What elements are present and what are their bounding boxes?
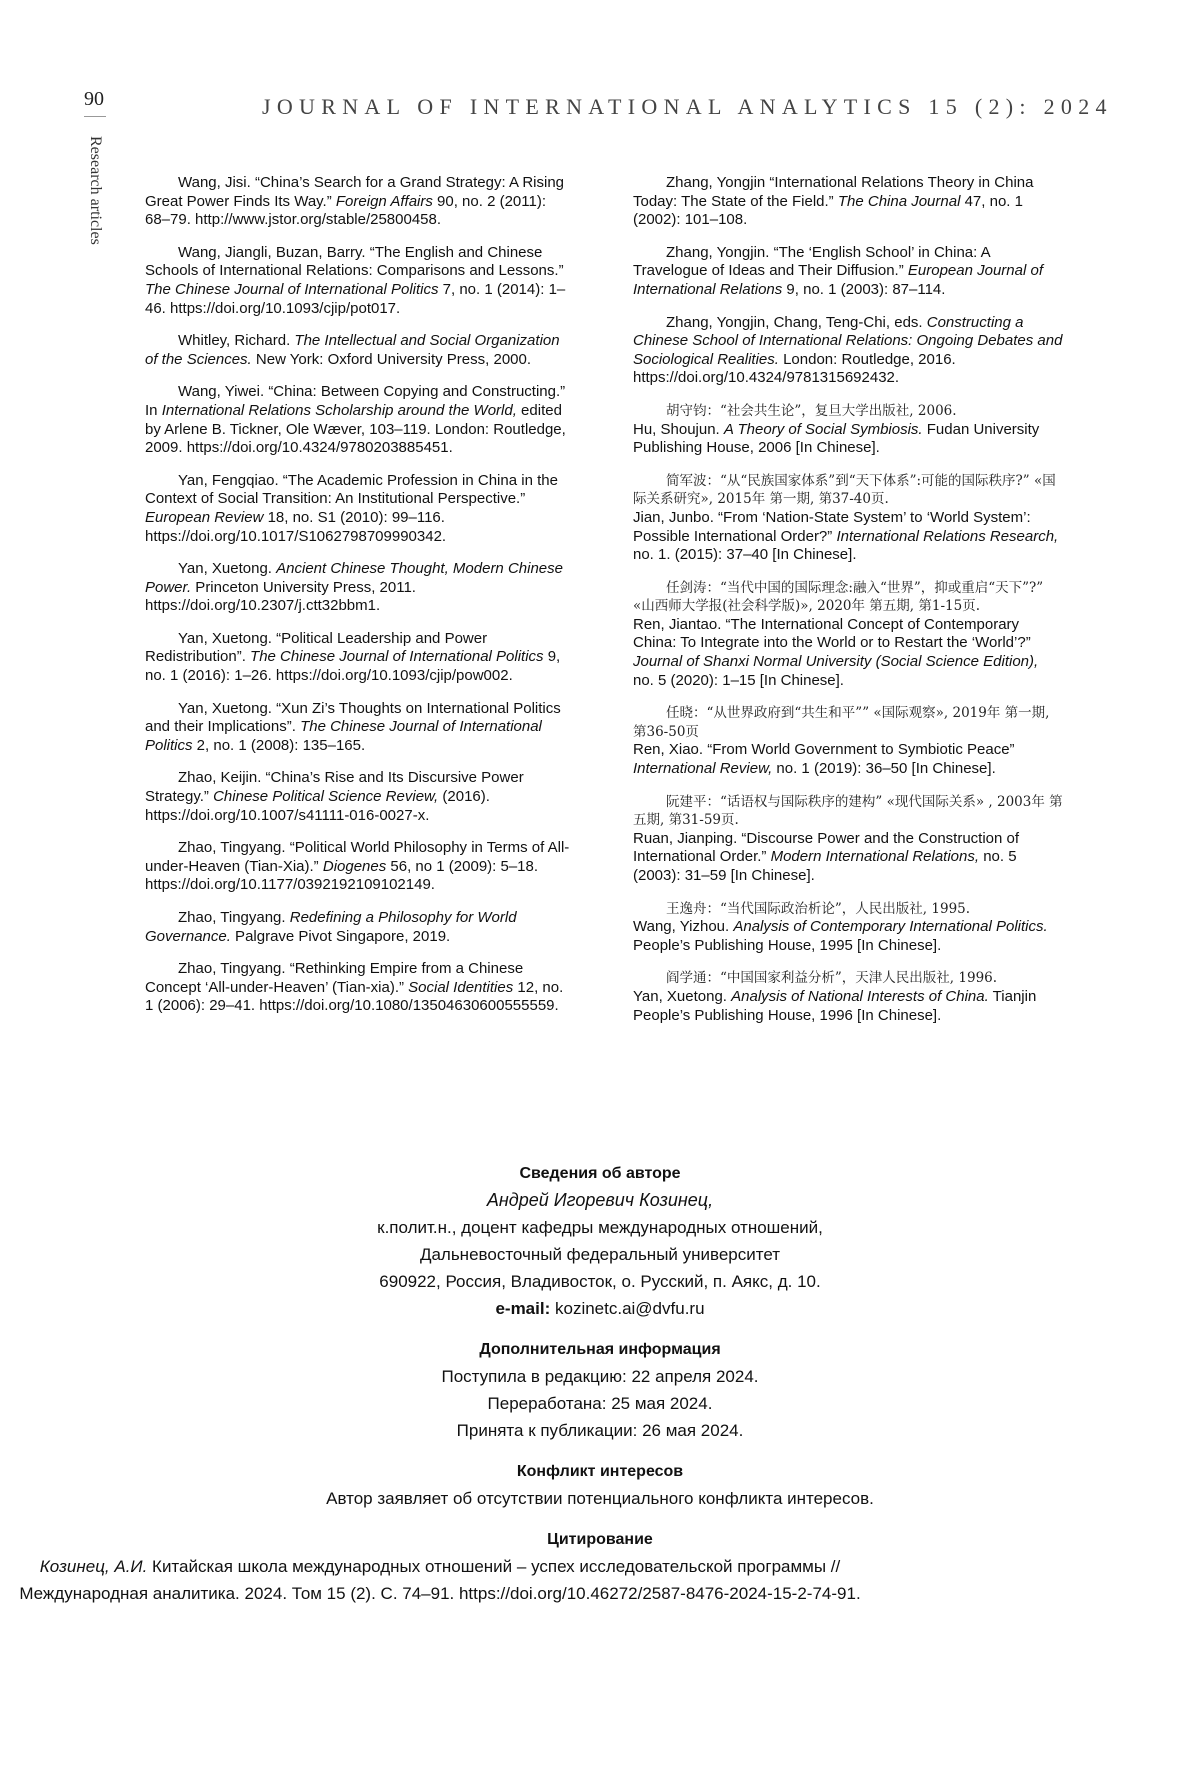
citation-heading: Цитирование [547,1531,653,1548]
reference-chinese-original: 阮建平：“话语权与国际秩序的建构” «现代国际关系» , 2003年 第五期, 第31-59页. [633,793,1063,829]
reference-details: (2016). https://doi.org/10.1007/s41111-016-0027-x. [145,788,490,824]
reference-text [145,174,564,228]
reference-text [633,918,1063,955]
citation-text [0,1553,880,1607]
author-info-heading: Сведения об авторе [519,1165,681,1182]
reference-text [145,960,563,1014]
reference-details: 56, no 1 (2009): 5–18. https://doi.org/10.1177/0392192109102149. [145,857,539,894]
reference-source-title: The Chinese Journal of International Politics [145,280,439,298]
reference-text [145,560,563,614]
reference-entry [145,700,570,756]
reference-text [633,616,1063,690]
reference-entry [145,332,570,369]
reference-source-title: Redefining a Philosophy for World Governance. [145,909,517,945]
reference-details: Palgrave Pivot Singapore, 2019. [230,927,451,945]
reference-source-title: Ancient Chinese Thought, Modern Chinese Power. [145,560,563,596]
reference-source-title: European Journal of International Relations [633,262,1043,298]
reference-source-title: Diogenes [322,857,387,875]
email-label: e-mail: [495,1299,551,1318]
reference-author-title: Zhang, Yongjin. “The ‘English School’ in China: A Travelogue of Ideas and Their Diffusion.” [633,243,990,280]
reference-details: 47, no. 1 (2002): 101–108. [633,192,1023,229]
reference-source-title: Analysis of National Interests of China. [731,987,989,1005]
reference-author-title: Zhao, Tingyang. [178,909,290,926]
reference-text [633,421,1063,458]
author-info-section [0,1160,1200,1322]
reference-chinese-original: 简军波：“从“民族国家体系”到“天下体系”:可能的国际秩序?” «国际关系研究», 2015年 第一期, 第37-40页. [633,472,1056,508]
reference-entry [633,793,1063,886]
author-university: Дальневосточный федеральный университет [419,1245,781,1264]
reference-author-title: Zhao, Tingyang. “Rethinking Empire from a Chinese Concept ‘All-under-Heaven’ (Tian-xia).” [145,960,524,996]
reference-text [633,741,1063,778]
reference-source-title: The Chinese Journal of International Politics [250,648,544,666]
citation-body: Китайская школа международных отношений – успех исследовательской программы // Международная аналитика. 2024. Том 15 (2). С. 74–91. https://doi.org/10.46272/2587-8476-2024-15-2-74-91. [19,1557,861,1603]
reference-source-title: Constructing a Chinese School of International Relations: Ongoing Debates and Sociological Realities. [633,313,1063,368]
reference-author-title: Yan, Fengqiao. “The Academic Profession in China in the Context of Social Transition: An Institutional Perspective.” [145,471,558,508]
references-left-column [145,174,570,1030]
page-number: 90 [84,88,104,110]
conflict-heading: Конфликт интересов [516,1463,684,1480]
reference-text [145,839,569,893]
reference-entry [633,900,1063,956]
reference-entry [633,704,1063,778]
reference-author-title: Jian, Junbo. “From ‘Nation-State System’ to ‘World System’: Possible International Order?” [633,508,1031,545]
reference-source-title: The China Journal [837,192,961,210]
section-side-label: Research articles [87,136,104,245]
reference-entry [145,244,570,318]
reference-entry [145,472,570,546]
reference-details: Tianjin People’s Publishing House, 1996 [In Chinese]. [633,987,1037,1024]
reference-source-title: The Intellectual and Social Organization of the Sciences. [145,332,560,368]
reference-entry [633,402,1063,458]
reference-author-title: Zhao, Tingyang. “Political World Philosophy in Terms of All-under-Heaven (Tian-Xia).” [145,839,570,875]
reference-author-title: Zhang, Yongjin “International Relations Theory in China Today: The State of the Field.” [633,174,1034,210]
reference-text [145,700,561,754]
reference-source-title: Chinese Political Science Review, [213,788,439,806]
additional-info-section [0,1336,1200,1444]
reference-entry [145,839,570,895]
reference-source-title: A Theory of Social Symbiosis. [723,420,923,438]
reference-author-title: Ren, Xiao. “From World Government to Symbiotic Peace” [633,741,1015,759]
reference-details: no. 5 (2003): 31–59 [In Chinese]. [633,848,1017,884]
reference-text [145,383,566,456]
reference-author-title: Ren, Jiantao. “The International Concept of Contemporary China: To Integrate into the World or to Restart the ‘World’?” [633,615,1031,652]
reference-author-title: Whitley, Richard. [178,332,295,350]
reference-author-title: Ruan, Jianping. “Discourse Power and the Construction of International Order.” [633,829,1020,866]
reference-author-title: Yan, Xuetong. “Xun Zi’s Thoughts on International Politics and their Implications”. [145,699,561,736]
reference-details: 2, no. 1 (2008): 135–165. [192,736,366,754]
reference-author-title: Wang, Yizhou. [633,918,734,936]
reference-details: 9, no. 1 (2003): 87–114. [782,280,946,298]
reference-entry [633,314,1063,388]
reference-author-title: Zhang, Yongjin, Chang, Teng-Chi, eds. [666,313,927,331]
reference-entry [633,244,1063,300]
reference-source-title: The Chinese Journal of International Politics [145,718,542,754]
reference-entry [145,630,570,686]
reference-author-title: Wang, Jisi. “China’s Search for a Grand Strategy: A Rising Great Power Finds Its Way.” [145,174,565,210]
reference-text [633,314,1062,387]
reference-author-title: Wang, Jiangli, Buzan, Barry. “The English and Chinese Schools of International Relations: Comparisons and Lessons.” [145,243,564,280]
citation-section [0,1526,1200,1607]
reference-details: no. 5 (2020): 1–15 [In Chinese]. [633,671,844,689]
reference-text [633,830,1063,886]
reference-entry [633,969,1063,1025]
reference-details: People’s Publishing House, 1995 [In Chinese]. [633,936,942,954]
reference-text [633,174,1033,228]
conflict-text: Автор заявляет об отсутствии потенциального конфликта интересов. [326,1489,874,1508]
revised-date: Переработана: 25 мая 2024. [487,1394,713,1413]
reference-chinese-original: 王逸舟：“当代国际政治析论”，人民出版社, 1995. [666,900,971,917]
reference-entry [633,174,1063,230]
reference-entry [633,472,1063,565]
author-address: 690922, Россия, Владивосток, о. Русский, п. Аякс, д. 10. [379,1272,821,1291]
reference-details: 90, no. 2 (2011): 68–79. http://www.jstor.org/stable/25800458. [145,192,547,229]
reference-text [633,244,1043,298]
reference-details: New York: Oxford University Press, 2000. [251,350,532,368]
conflict-section [0,1458,1200,1512]
author-position: к.полит.н., доцент кафедры международных отношений, [377,1218,823,1237]
reference-entry [145,383,570,457]
additional-info-heading: Дополнительная информация [479,1341,721,1358]
reference-entry [633,579,1063,691]
reference-details: 9, no. 1 (2016): 1–26. https://doi.org/10.1093/cjip/pow002. [145,648,561,685]
citation-author: Козинец, А.И. [39,1557,148,1576]
reference-source-title: Modern International Relations, [770,848,980,866]
reference-entry [145,769,570,825]
reference-details: no. 1. (2015): 37–40 [In Chinese]. [633,546,857,564]
reference-text [633,988,1063,1025]
reference-author-title: Zhao, Keijin. “China’s Rise and Its Discursive Power Strategy.” [145,769,524,806]
accepted-date: Принята к публикации: 26 мая 2024. [456,1421,744,1440]
reference-details: no. 1 (2019): 36–50 [In Chinese]. [772,760,996,778]
reference-text [145,244,565,317]
reference-text [145,332,560,368]
reference-text [633,509,1063,565]
article-info-block [0,1160,1200,1621]
reference-text [145,769,524,823]
reference-chinese-original: 任晓：“从世界政府到“共生和平”” «国际观察», 2019年 第一期, 第36-50页 [633,705,1050,740]
reference-chinese-original: 阎学通：“中国国家利益分析”，天津人民出版社, 1996. [666,970,998,987]
author-email-line [0,1295,1200,1322]
author-email: kozinetc.ai@dvfu.ru [554,1299,705,1318]
reference-details: 18, no. S1 (2010): 99–116. https://doi.org/10.1017/S1062798709990342. [145,508,447,545]
reference-entry [145,174,570,230]
page-number-rule [84,116,106,117]
reference-entry [145,909,570,946]
reference-chinese-original: 任剑涛：“当代中国的国际理念:融入“世界”，抑或重启“天下”?” «山西师大学报(社会科学版)», 2020年 第五期, 第1-15页. [633,579,1044,615]
reference-text [145,472,558,545]
reference-chinese-original: 胡守钧：“社会共生论”，复旦大学出版社, 2006. [666,402,957,419]
journal-running-header: JOURNAL OF INTERNATIONAL ANALYTICS 15 (2): 2024 [262,94,1113,119]
reference-entry [145,560,570,616]
reference-author-title: Hu, Shoujun. [633,420,724,438]
author-name: Андрей Игоревич Козинец, [486,1190,714,1210]
reference-source-title: International Relations Research, [836,527,1059,545]
reference-details: 7, no. 1 (2014): 1–46. https://doi.org/10.1093/cjip/pot017. [145,280,566,317]
reference-entry [145,960,570,1016]
reference-text [145,630,560,684]
reference-source-title: Social Identities [408,978,514,996]
reference-source-title: European Review [145,508,264,526]
reference-author-title: Wang, Yiwei. “China: Between Copying and Constructing.” In [145,383,566,419]
reference-source-title: Analysis of Contemporary International Politics. [733,918,1048,936]
reference-author-title: Yan, Xuetong. “Political Leadership and Power Redistribution”. [145,629,488,666]
reference-source-title: Journal of Shanxi Normal University (Social Science Edition), [633,653,1039,671]
reference-source-title: International Review, [633,760,773,778]
reference-text [145,909,517,945]
reference-author-title: Yan, Xuetong. [178,560,277,578]
reference-source-title: International Relations Scholarship around the World, [161,401,517,419]
received-date: Поступила в редакцию: 22 апреля 2024. [441,1367,759,1386]
reference-details: Princeton University Press, 2011. https://doi.org/10.2307/j.ctt32bbm1. [145,578,416,615]
reference-details: London: Routledge, 2016. https://doi.org/10.4324/9781315692432. [633,350,956,387]
reference-details: Fudan University Publishing House, 2006 [In Chinese]. [633,420,1040,457]
references-right-column [633,174,1063,1039]
reference-author-title: Yan, Xuetong. [633,987,732,1005]
reference-details: 12, no. 1 (2006): 29–41. https://doi.org/10.1080/13504630600555559. [145,978,564,1015]
reference-source-title: Foreign Affairs [335,192,433,210]
reference-details: edited by Arlene B. Tickner, Ole Wæver, 103–119. London: Routledge, 2009. https://doi.org/10.4324/9780203885451. [145,401,566,457]
